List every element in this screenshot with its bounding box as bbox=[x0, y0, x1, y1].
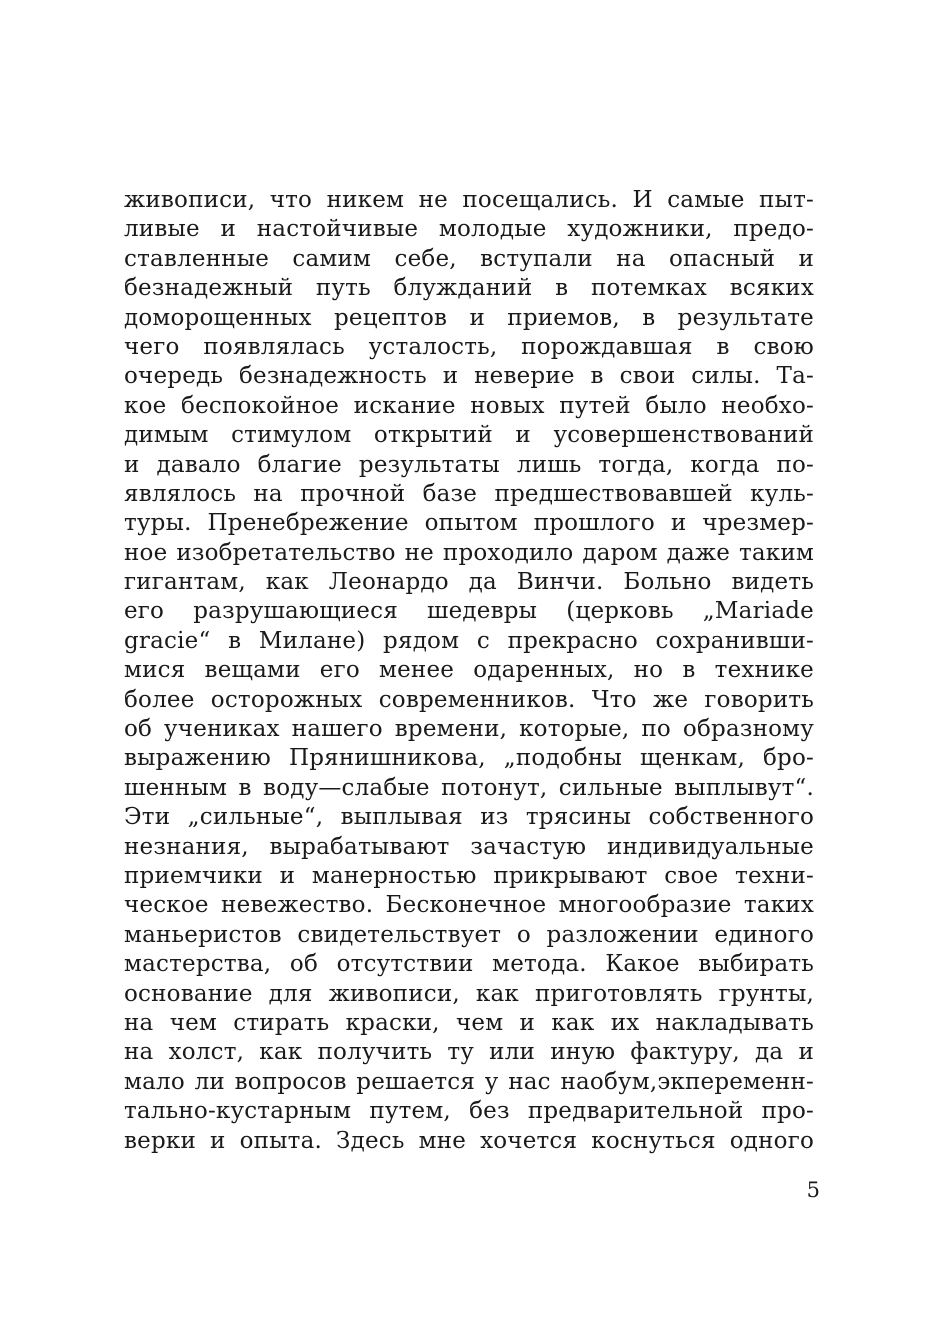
text-line: верки и опыта. Здесь мне хочется коснуться одного bbox=[124, 1127, 814, 1154]
text-line: гигантам, как Леонардо да Винчи. Больно видеть bbox=[124, 569, 814, 596]
text-line: незнания, вырабатывают зачастую индивидуальные bbox=[124, 833, 814, 860]
text-line: кое беспокойное искание новых путей было необхо- bbox=[124, 392, 814, 419]
text-line: мало ли вопросов решается у нас наобум,экпеременн- bbox=[124, 1068, 814, 1095]
text-line: являлось на прочной базе предшествовавшей куль- bbox=[124, 480, 814, 507]
text-line: ческое невежество. Бесконечное многообразие таких bbox=[124, 892, 814, 919]
text-line: маньеристов свидетельствует о разложении единого bbox=[124, 921, 814, 948]
text-line: безнадежный путь блужданий в потемках всяких bbox=[124, 275, 814, 302]
text-line: его разрушающиеся шедевры (церковь „Mariade bbox=[124, 598, 814, 625]
text-line: шенным в воду—слабые потонут, сильные выплывут“. bbox=[124, 774, 814, 801]
text-line: ливые и настойчивые молодые художники, предо- bbox=[124, 216, 814, 243]
text-line: основание для живописи, как приготовлять грунты, bbox=[124, 980, 814, 1007]
text-line: тально-кустарным путем, без предварительной про- bbox=[124, 1098, 814, 1125]
text-line: доморощенных рецептов и приемов, в результате bbox=[124, 304, 814, 331]
text-line: чего появлялась усталость, порождавшая в свою bbox=[124, 333, 814, 360]
text-line: на чем стирать краски, чем и как их накладывать bbox=[124, 1009, 814, 1036]
text-line: туры. Пренебрежение опытом прошлого и чрезмер- bbox=[124, 510, 814, 537]
text-line: gracie“ в Милане) рядом с прекрасно сохранивши- bbox=[124, 627, 814, 654]
text-line: мися вещами его менее одаренных, но в технике bbox=[124, 657, 814, 684]
text-line: мастерства, об отсутствии метода. Какое выбирать bbox=[124, 951, 814, 978]
text-line: ставленные самим себе, вступали на опасный и bbox=[124, 245, 814, 272]
text-line: и давало благие результаты лишь тогда, когда по- bbox=[124, 451, 814, 478]
text-line: димым стимулом открытий и усовершенствований bbox=[124, 422, 814, 449]
body-text bbox=[124, 186, 814, 1156]
text-line: об учениках нашего времени, которые, по образному bbox=[124, 716, 814, 743]
page-number: 5 bbox=[806, 1178, 820, 1202]
text-line: Эти „сильные“, выплывая из трясины собственного bbox=[124, 804, 814, 831]
text-line: более осторожных современников. Что же говорить bbox=[124, 686, 814, 713]
text-line: на холст, как получить ту или иную фактуру, да и bbox=[124, 1039, 814, 1066]
text-line: очередь безнадежность и неверие в свои силы. Та- bbox=[124, 363, 814, 390]
text-line: приемчики и манерностью прикрывают свое техни- bbox=[124, 862, 814, 889]
text-line: живописи, что никем не посещались. И самые пыт- bbox=[124, 187, 814, 213]
text-line: ное изобретательство не проходило даром даже таким bbox=[124, 539, 814, 566]
text-line: выражению Прянишникова, „подобны щенкам, бро- bbox=[124, 745, 814, 772]
